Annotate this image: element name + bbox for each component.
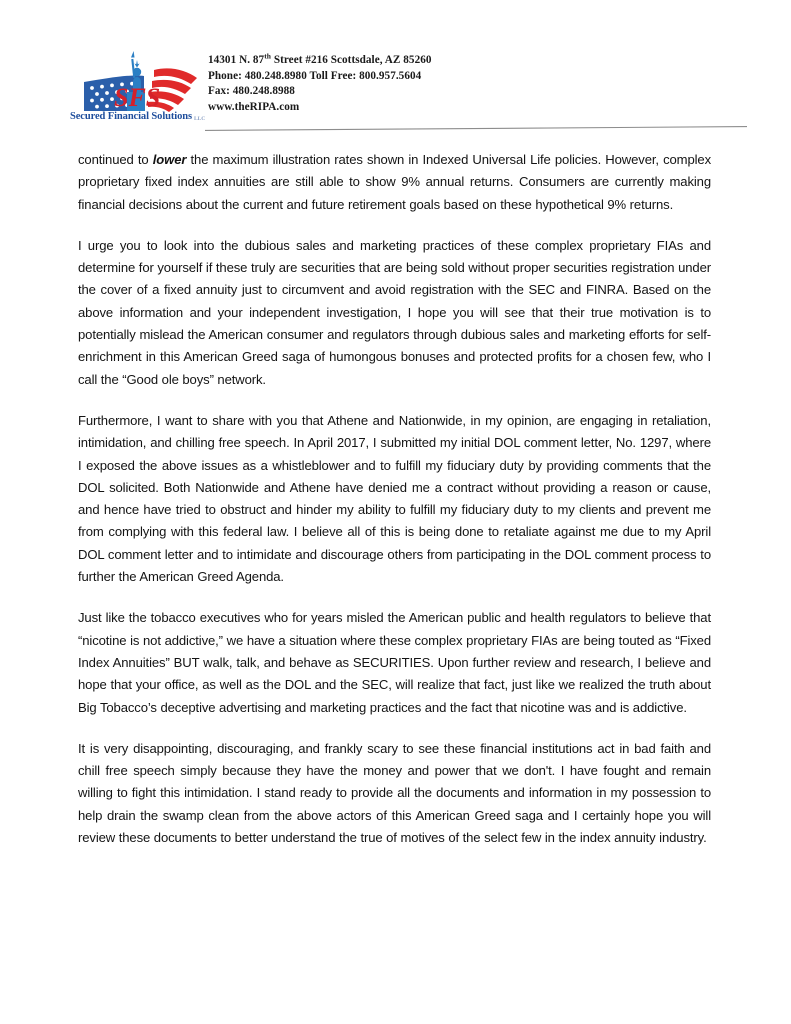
- address-block: [208, 53, 432, 115]
- paragraph-1: [78, 149, 711, 216]
- letter-body: [78, 149, 711, 849]
- logo-wordmark-llc: LLC: [193, 116, 206, 122]
- address-street-suffix: Street #216 Scottsdale, AZ 85260: [270, 54, 432, 66]
- company-logo: [70, 48, 205, 133]
- statue-of-liberty-flag-logo: [70, 48, 205, 114]
- address-fax-line: Fax: 480.248.8988: [208, 85, 295, 98]
- paragraph-text: I urge you to look into the dubious sales and marketing practices of these complex proprietary FIAs and determine for yourself if these truly are securities that are being sold without proper securities registration under the cover of a fixed annuity just to circumvent and avoid registration with the SEC and FINRA. Based on the above information and your independent investigation, I hope you will see that their true motivation is to potentially mislead the American consumer and regulators through dubious sales and marketing efforts for self-enrichment in this American Greed saga of humongous bonuses and protected profits for a chosen few, who I call the “Good ole boys” network.: [78, 237, 711, 387]
- address-street-ordinal: th: [264, 51, 271, 61]
- letterhead: [0, 0, 791, 145]
- paragraph-text: continued to: [78, 152, 153, 167]
- svg-text:SFS: SFS: [114, 83, 161, 112]
- paragraph-3: [78, 410, 711, 588]
- paragraph-text: Just like the tobacco executives who for years misled the American public and health regulators to believe that “nicotine is not addictive,” we have a situation where these complex proprietary FIAs are being touted as “Fixed Index Annuities” BUT walk, talk, and behave as SECURITIES. Upon further review and research, I believe and hope that your office, as well as the DOL and the SEC, will realize that fact, just like we realized the truth about Big Tobacco’s deceptive advertising and marketing practices and the fact that nicotine was and is addictive.: [78, 610, 711, 715]
- address-street-prefix: 14301 N. 87: [208, 54, 265, 66]
- paragraph-5: [78, 738, 711, 849]
- paragraph-text: Furthermore, I want to share with you that Athene and Nationwide, in my opinion, are engaging in retaliation, intimidation, and chilling free speech. In April 2017, I submitted my initial DOL comment letter, No. 1297, where I exposed the above issues as a whistleblower and to fulfill my fiduciary duty by providing comments that the DOL solicited. Both Nationwide and Athene have denied me a contract without providing a reason or cause, and hence have tried to obstruct and hinder my ability to fulfill my fiduciary duty to my clients and prevent me from complying with this federal law. I believe all of this is being done to retaliate against me due to my April DOL comment letter and to intimidate and discourage others from participating in the DOL comment process to further the American Greed Agenda.: [78, 412, 711, 585]
- logo-wordmark: [70, 111, 210, 122]
- paragraph-text: the maximum illustration rates shown in Indexed Universal Life policies. However, complex proprietary fixed index annuities are still able to show 9% annual returns. Consumers are currently making financial decisions about the current and future retirement goals based on these hypothetical 9% returns.: [78, 152, 711, 212]
- address-street-line: [208, 53, 432, 69]
- address-phone-line: Phone: 480.248.8980 Toll Free: 800.957.5604: [208, 69, 422, 82]
- paragraph-2: [78, 235, 711, 391]
- letterhead-divider: [205, 126, 747, 128]
- logo-wordmark-text: Secured Financial Solutions: [70, 111, 192, 122]
- emphasis-text: lower: [152, 152, 187, 167]
- paragraph-4: [78, 607, 711, 718]
- address-website-line: www.theRIPA.com: [208, 100, 300, 113]
- paragraph-text: It is very disappointing, discouraging, and frankly scary to see these financial institutions act in bad faith and chill free speech simply because they have the money and power that we don't. I have fought and remain willing to fight this intimidation. I stand ready to provide all the documents and information in my possession to help drain the swamp clean from the above actors of this American Greed saga and I certainly hope you will review these documents to better understand the true of motives of the select few in the index annuity industry.: [78, 740, 711, 846]
